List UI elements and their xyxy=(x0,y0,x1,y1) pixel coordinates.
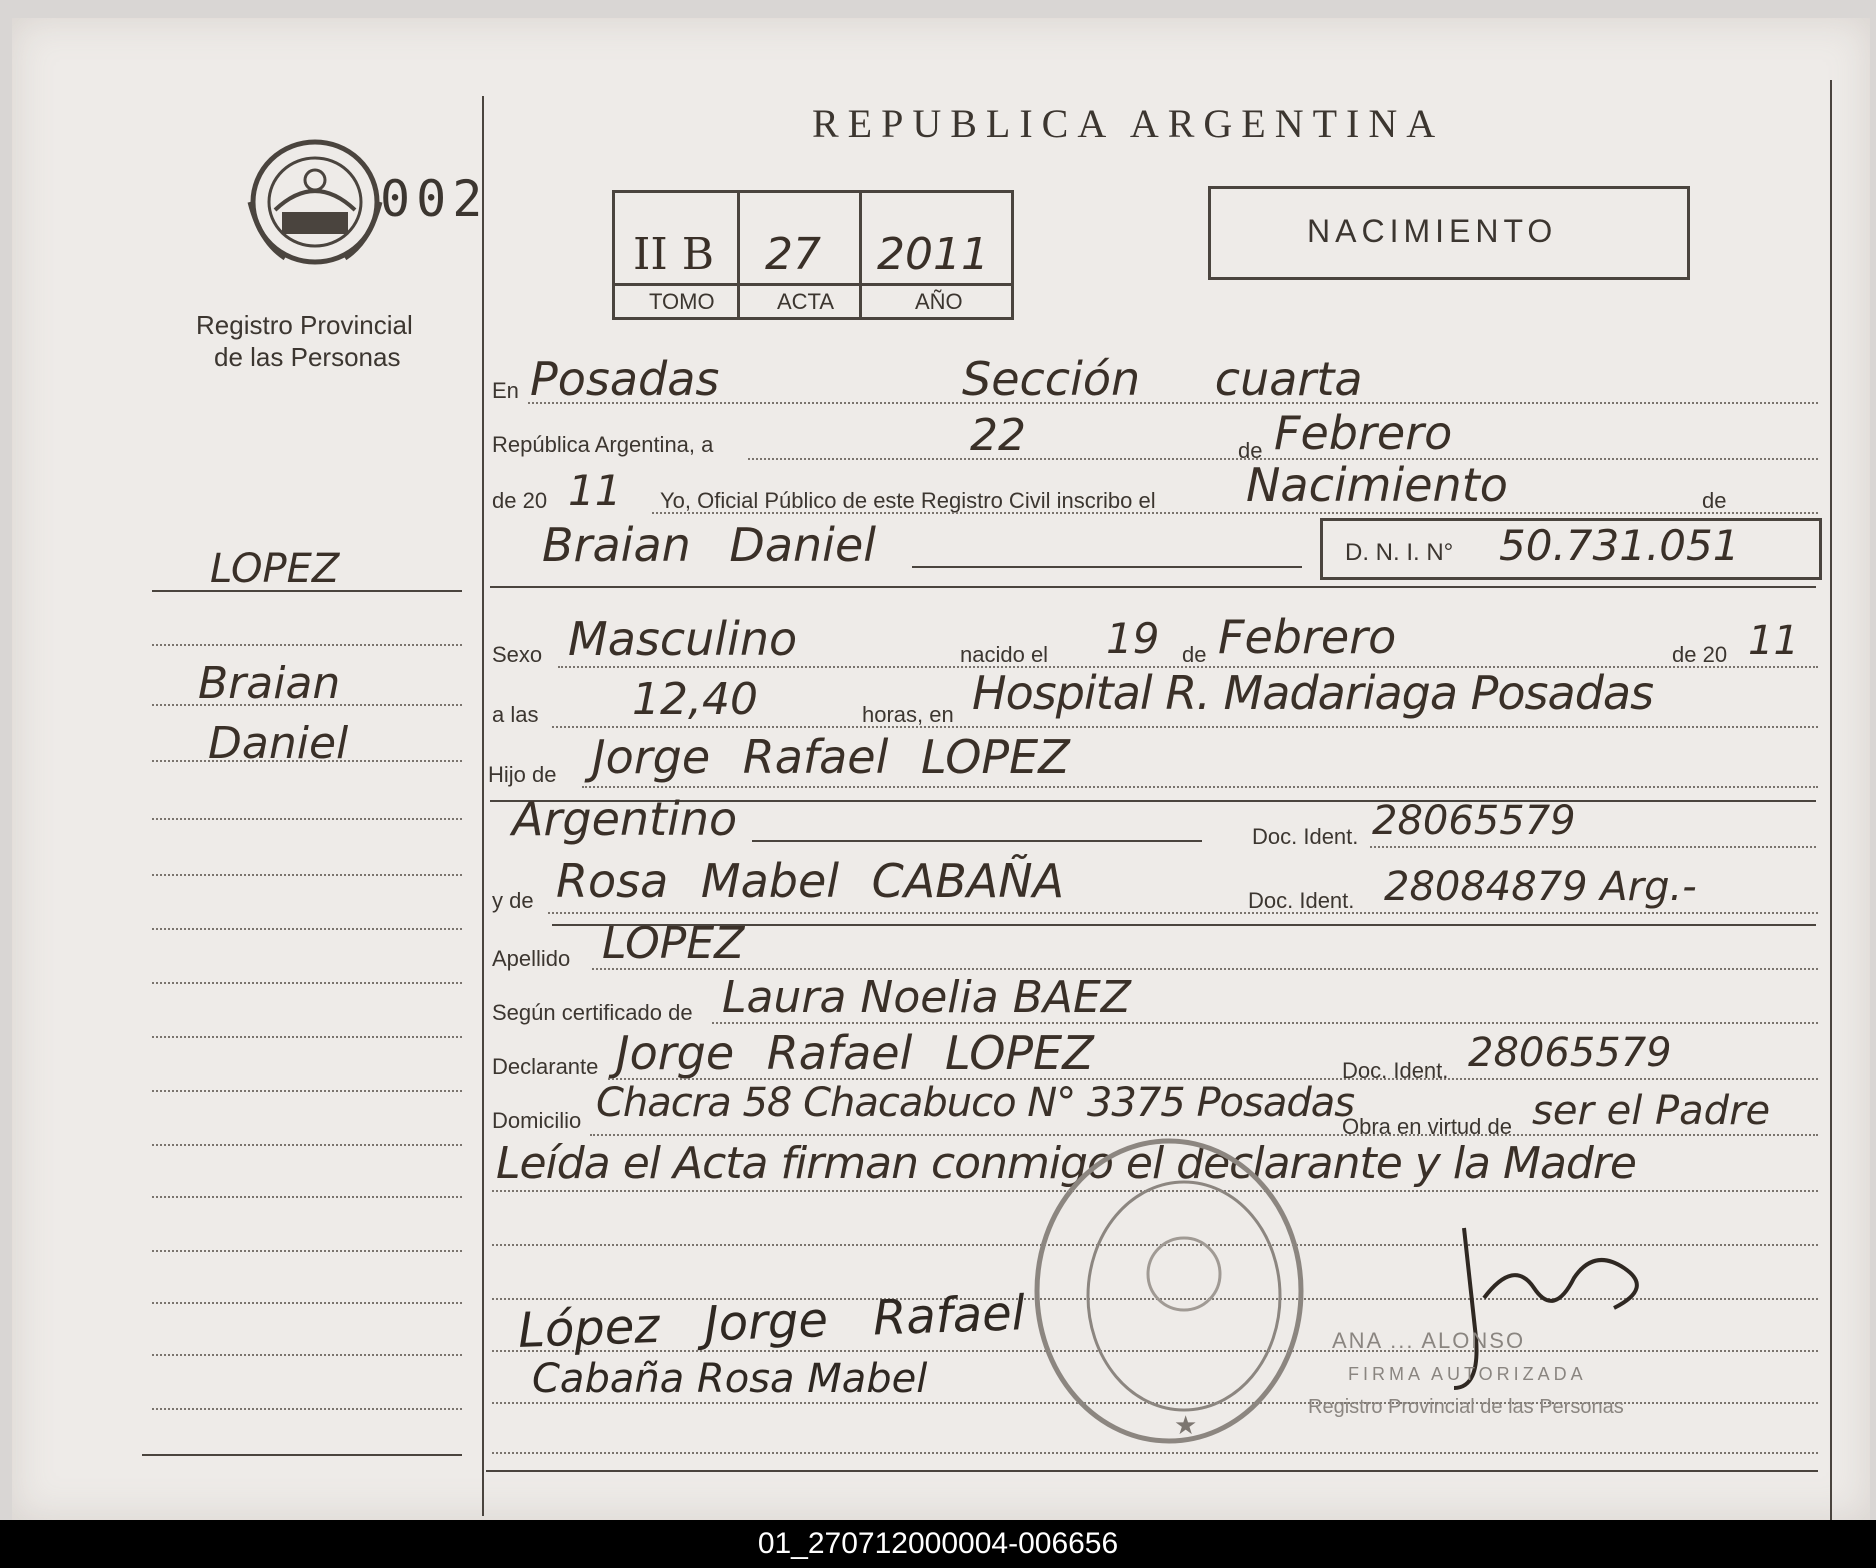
margin-name2: Daniel xyxy=(208,718,349,769)
dni-value: 50.731.051 xyxy=(1499,521,1740,570)
dni-box xyxy=(1320,518,1822,580)
birth-year-suffix: 11 xyxy=(1748,618,1799,664)
country-title: REPUBLICA ARGENTINA xyxy=(812,101,1445,146)
father-nationality: Argentino xyxy=(512,792,738,846)
horas-label: horas, en xyxy=(862,702,954,727)
mother-doc-value: 28084879 Arg.- xyxy=(1384,864,1697,910)
acta-value: 27 xyxy=(765,229,821,280)
doc-label-mother: Doc. Ident. xyxy=(1248,888,1355,913)
domicilio-value: Chacra 58 Chacabuco N° 3375 Posadas xyxy=(596,1080,1355,1126)
place-value: Hospital R. Madariaga Posadas xyxy=(972,666,1654,720)
month-value: Febrero xyxy=(1274,406,1453,460)
obra-value: ser el Padre xyxy=(1532,1088,1771,1134)
scan-filename-caption: 01_270712000004-006656 xyxy=(0,1520,1876,1568)
book-reference-table xyxy=(612,190,1014,320)
official-title: FIRMA AUTORIZADA xyxy=(1348,1364,1587,1384)
registry-number: 002 xyxy=(380,170,489,228)
father-value: Jorge Rafael LOPEZ xyxy=(592,730,1070,784)
obra-label: Obra en virtud de xyxy=(1342,1114,1512,1139)
anio-value: 2011 xyxy=(877,229,989,280)
hijo-label: Hijo de xyxy=(488,762,557,787)
city-value: Posadas xyxy=(530,352,720,406)
birth-year-prefix: de 20 xyxy=(1672,642,1728,667)
de-label: de xyxy=(1238,438,1263,463)
year-prefix: de 20 xyxy=(492,488,548,513)
tomo-value: II B xyxy=(633,229,715,280)
doc-label-father: Doc. Ident. xyxy=(1252,824,1359,849)
acta-label: ACTA xyxy=(777,289,835,314)
closing-statement: Leída el Acta firman conmigo el declarante y la Madre xyxy=(496,1138,1637,1189)
official-stamp-icon xyxy=(1024,1126,1314,1456)
apellido-value: LOPEZ xyxy=(602,918,745,969)
yde-label: y de xyxy=(492,888,534,913)
year-suffix: 11 xyxy=(568,466,622,515)
margin-name1: Braian xyxy=(198,658,341,709)
sexo-label: Sexo xyxy=(492,642,543,667)
father-doc-value: 28065579 xyxy=(1372,798,1576,844)
margin-surname: LOPEZ xyxy=(210,546,340,592)
provincial-registry-seal-icon xyxy=(240,132,390,272)
de-label-3: de xyxy=(1182,642,1207,667)
tomo-label: TOMO xyxy=(649,289,715,314)
registry-name-line1: Registro Provincial xyxy=(196,310,413,340)
act-type-label: NACIMIENTO xyxy=(1307,213,1558,249)
mother-value: Rosa Mabel CABAÑA xyxy=(556,854,1065,908)
official-name: ANA ... ALONSO xyxy=(1332,1328,1526,1353)
cert-value: Laura Noelia BAEZ xyxy=(722,972,1131,1023)
time-value: 12,40 xyxy=(632,674,758,725)
act-type-box xyxy=(1208,186,1690,280)
doc-label-declarant: Doc. Ident. xyxy=(1342,1058,1449,1083)
de-label-2: de xyxy=(1702,488,1727,513)
anio-label: AÑO xyxy=(915,289,963,314)
sexo-value: Masculino xyxy=(568,612,798,666)
child-name-value: Braian Daniel xyxy=(542,518,877,572)
birth-certificate-page xyxy=(12,18,1870,1520)
declarant-doc-value: 28065579 xyxy=(1468,1030,1672,1076)
signature-mother: Cabaña Rosa Mabel xyxy=(532,1356,928,1402)
domicilio-label: Domicilio xyxy=(492,1108,582,1133)
nacido-label: nacido el xyxy=(960,642,1049,667)
birth-month-value: Febrero xyxy=(1218,610,1397,664)
declarant-label: Declarante xyxy=(492,1054,599,1079)
apellido-label: Apellido xyxy=(492,946,571,971)
alas-label: a las xyxy=(492,702,539,727)
cert-label: Según certificado de xyxy=(492,1000,693,1025)
birth-day-value: 19 xyxy=(1106,614,1160,663)
declarant-value: Jorge Rafael LOPEZ xyxy=(616,1026,1094,1080)
signature-father: López Jorge Rafael xyxy=(517,1285,1026,1359)
registry-name-line2: de las Personas xyxy=(214,342,401,372)
dni-label: D. N. I. N° xyxy=(1345,539,1454,566)
en-label: En xyxy=(492,378,519,403)
republica-label: República Argentina, a xyxy=(492,432,714,457)
section-value: Sección cuarta xyxy=(962,352,1363,406)
svg-text:★: ★ xyxy=(1174,1411,1198,1441)
day-value: 22 xyxy=(970,410,1026,461)
right-border xyxy=(1830,80,1832,1520)
official-registry: Registro Provincial de las Personas xyxy=(1308,1396,1624,1418)
act-word-value: Nacimiento xyxy=(1246,458,1508,512)
inscribo-label: Yo, Oficial Público de este Registro Civil inscribo el xyxy=(660,488,1156,513)
left-column-divider xyxy=(482,96,484,1516)
